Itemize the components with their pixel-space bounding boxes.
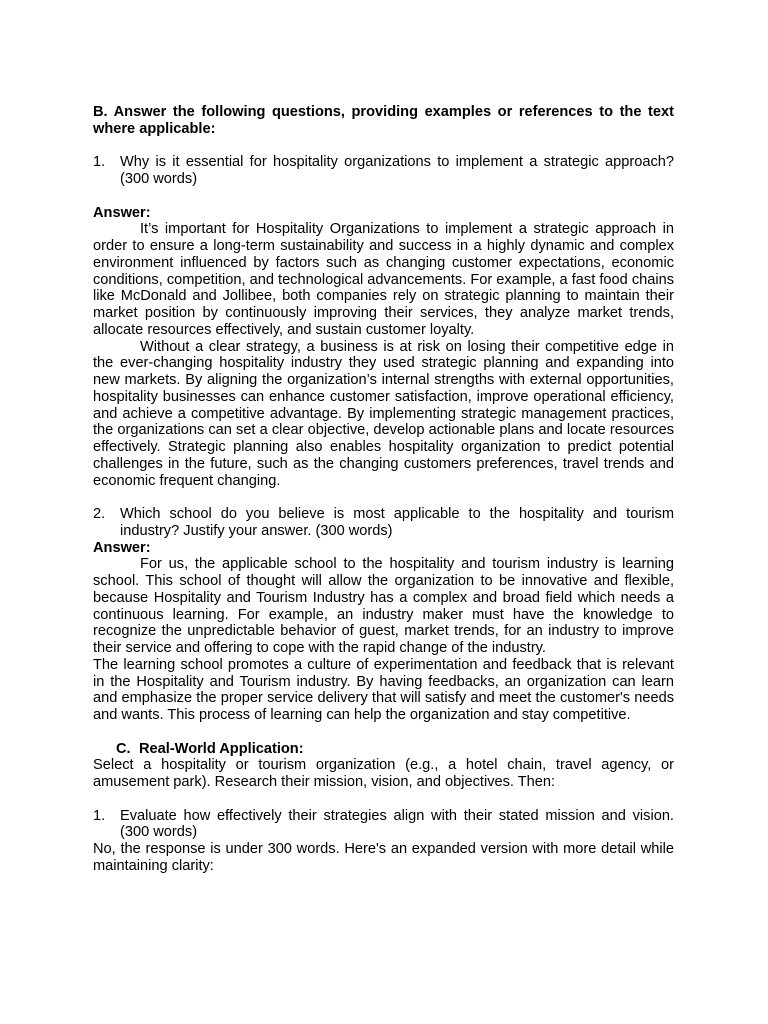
answer-1-label: Answer: [93,204,151,221]
answer-2-label: Answer: [93,539,151,556]
question-2-number: 2. [93,506,106,522]
question-2 [93,506,674,540]
section-c-question-1 [93,808,674,842]
section-c-heading [93,741,674,758]
question-1-text: Why is it essential for hospitality organizations to implement a strategic approach? (300 words) [120,154,674,187]
section-c-response: No, the response is under 300 words. Here's an expanded version with more detail while maintaining clarity: [93,841,674,874]
section-c-title: Real-World Application: [139,740,304,757]
question-1-number: 1. [93,154,106,171]
section-c-number: C. [116,740,131,757]
answer-1-paragraph-1: It’s important for Hospitality Organizations to implement a strategic approach in order to ensure a long-term sustainability and success in a highly dynamic and complex environment influenced by factors such as changing customer expectations, economic conditions, competition, and technological advancements. For example, a fast food chains like McDonald and Jollibee, both companies rely on strategic planning to maintain their market position by continuously improving their services, they analyze market trends, allocate resources effectively, and sustain customer loyalty. [93,221,674,338]
answer-1-paragraph-2: Without a clear strategy, a business is at risk on losing their competitive edge in the ever-changing hospitality industry they used strategic planning and expanding into new markets. By aligning the organization’s internal strengths with external opportunities, hospitality businesses can enhance customer satisfaction, improve operational efficiency, and achieve a competitive advantage. By implementing strategic management practices, the organizations can set a clear objective, develop actionable plans and locate resources effectively. Strategic planning also enables hospitality organization to predict potential challenges in the future, such as the changing customers preferences, travel trends and economic frequent changing. [93,338,674,489]
answer-2-paragraph-1: For us, the applicable school to the hospitality and tourism industry is learning school. This school of thought will allow the organization to be innovative and flexible, because Hospitality and Tourism Industry has a complex and broad field which needs a continuous learning. For example, an industry maker must have the knowledge to recognize the unpredictable behavior of guest, market trends, for an industry to improve their service and offering to cope with the rapid change of the industry. [93,556,674,656]
section-c-question-1-text: Evaluate how effectively their strategies align with their stated mission and vision. (300 words) [120,807,674,841]
section-c-intro: Select a hospitality or tourism organization (e.g., a hotel chain, travel agency, or amusement park). Research their mission, vision, and objectives. Then: [93,757,674,790]
section-b-heading: B. Answer the following questions, providing examples or references to the text where applicable: [93,104,674,137]
document-page [93,104,674,875]
answer-2-paragraph-2: The learning school promotes a culture of experimentation and feedback that is relevant in the Hospitality and Tourism industry. By having feedbacks, an organization can learn and emphasize the proper service delivery that will satisfy and meet the customer's needs and wants. This process of learning can help the organization and stay competitive. [93,656,674,723]
question-1 [93,154,674,188]
section-c-question-1-number: 1. [93,807,106,824]
question-2-text: Which school do you believe is most applicable to the hospitality and tourism industry? Justify your answer. (300 words) [120,506,674,539]
